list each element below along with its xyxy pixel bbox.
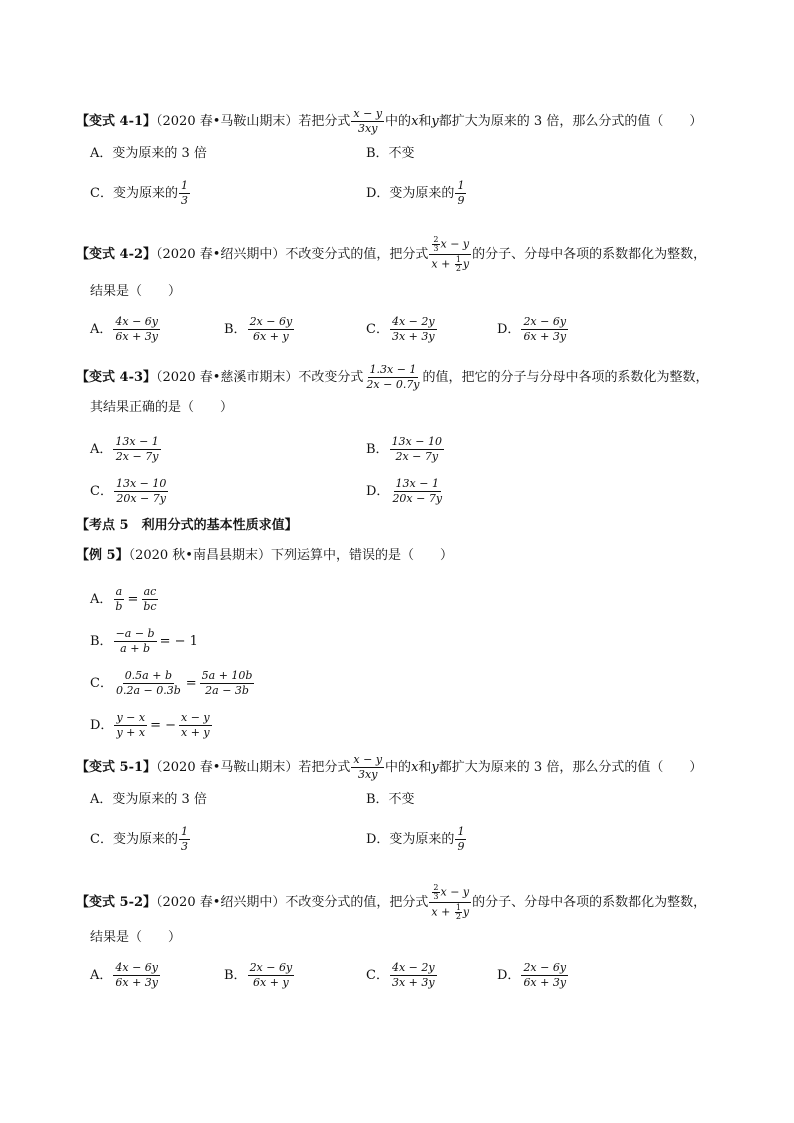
option-a: A． $\frac{a}{b}$ = $\frac{ac}{bc}$: [90, 585, 157, 613]
option-c: C． $\frac{13x - 10}{20x - 7y}$: [90, 477, 167, 505]
option-b: B．不变: [366, 792, 415, 807]
fraction: $\frac{5a + 10b}{2a - 3b}$: [201, 669, 253, 697]
fraction: $\frac{2}{3}$ x − y x + $\frac{1}{2}$ y: [431, 883, 470, 921]
option-a: A． $\frac{4x - 6y}{6x + 3y}$: [90, 315, 159, 343]
fraction: $\frac{4x - 2y}{3x + 3y}$: [391, 961, 435, 989]
fraction: $\frac{13x - 1}{20x - 7y}$: [392, 477, 443, 505]
fraction: $\frac{4x - 6y}{6x + 3y}$: [115, 961, 159, 989]
option-d: D． $\frac{2x - 6y}{6x + 3y}$: [497, 315, 567, 343]
fraction: $\frac{y - x}{y + x}$: [116, 711, 146, 739]
option-a: A．变为原来的 3 倍: [90, 146, 207, 161]
fraction: $\frac{13x - 10}{20x - 7y}$: [115, 477, 167, 505]
fraction: $\frac{2x - 6y}{6x + y}$: [249, 961, 293, 989]
fraction: $\frac{13x - 1}{2x - 7y}$: [115, 435, 159, 463]
option-c: C． $\frac{0.5a + b}{0.2a - 0.3b}$ = $\frac{5a + 10b}{2a - 3b}$: [90, 669, 253, 697]
fraction: $\frac{2x - 6y}{6x + y}$: [249, 315, 293, 343]
option-b: B． $\frac{2x - 6y}{6x + y}$: [224, 315, 293, 343]
fraction: $\frac{4x - 2y}{3x + 3y}$: [391, 315, 435, 343]
question-tag: 【变式 4-1】: [76, 114, 157, 129]
option-d: D．变为原来的 $\frac{1}{9}$: [366, 179, 465, 207]
option-a: A． $\frac{13x - 1}{2x - 7y}$: [90, 435, 159, 463]
question-4-1: 【变式 4-1】（2020 春•马鞍山期末）若把分式 $\frac{x - y}{3xy}$ 中的x和y都扩大为原来的 3 倍，那么分式的值（ ）: [76, 107, 703, 135]
fraction: $\frac{1}{3}$: [180, 179, 188, 207]
question-source: （2020 春•马鞍山期末）若把分式: [156, 114, 351, 129]
option-c: C．变为原来的 $\frac{1}{3}$: [90, 179, 188, 207]
option-b: B． $\frac{2x - 6y}{6x + y}$: [224, 961, 293, 989]
fraction: $\frac{0.5a + b}{0.2a - 0.3b}$: [115, 669, 181, 697]
fraction: $\frac{-a - b}{a + b}$: [115, 627, 155, 655]
fraction: $\frac{1}{9}$: [457, 825, 465, 853]
option-d: D． $\frac{2x - 6y}{6x + 3y}$: [497, 961, 567, 989]
option-a: A． $\frac{4x - 6y}{6x + 3y}$: [90, 961, 159, 989]
question-5-2: 【变式 5-2】（2020 春•绍兴期中）不改变分式的值，把分式 $\frac{2}{3}$ x − y x + $\frac{1}{2}$ y 的分子、分母中各项的系数都化为整数，: [76, 883, 707, 921]
question-5-1: 【变式 5-1】（2020 春•马鞍山期末）若把分式 $\frac{x - y}{3xy}$ 中的x和y都扩大为原来的 3 倍，那么分式的值（ ）: [76, 753, 703, 781]
option-d: D．变为原来的 $\frac{1}{9}$: [366, 825, 465, 853]
option-c: C．变为原来的 $\frac{1}{3}$: [90, 825, 188, 853]
option-b: B． $\frac{13x - 10}{2x - 7y}$: [366, 435, 442, 463]
option-b: B． $\frac{-a - b}{a + b}$ = − 1: [90, 627, 198, 655]
question-line2: 其结果正确的是（ ）: [90, 400, 234, 415]
option-a: A．变为原来的 3 倍: [90, 792, 207, 807]
fraction: $\frac{x - y}{3xy}$: [353, 753, 383, 781]
fraction: $\frac{2x - 6y}{6x + 3y}$: [523, 961, 567, 989]
fraction: $\frac{2x - 6y}{6x + 3y}$: [523, 315, 567, 343]
fraction: $\frac{1}{3}$: [180, 825, 188, 853]
option-b: B．不变: [366, 146, 415, 161]
question-4-3: 【变式 4-3】（2020 春•慈溪市期末）不改变分式 $\frac{1.3x - 1}{2x - 0.7y}$ 的值，把它的分子与分母中各项的系数化为整数，: [76, 363, 709, 391]
fraction: $\frac{ac}{bc}$: [143, 585, 157, 613]
fraction: $\frac{x - y}{3xy}$: [353, 107, 383, 135]
fraction: $\frac{13x - 10}{2x - 7y}$: [391, 435, 442, 463]
option-c: C． $\frac{4x - 2y}{3x + 3y}$: [366, 961, 435, 989]
option-c: C． $\frac{4x - 2y}{3x + 3y}$: [366, 315, 435, 343]
fraction: $\frac{x - y}{x + y}$: [181, 711, 210, 739]
fraction: $\frac{2}{3}$ x − y x + $\frac{1}{2}$ y: [431, 235, 470, 273]
fraction: $\frac{1.3x - 1}{2x - 0.7y}$: [366, 363, 420, 391]
question-4-2: 【变式 4-2】（2020 春•绍兴期中）不改变分式的值，把分式 $\frac{2}{3}$ x − y x + $\frac{1}{2}$ y 的分子、分母中各项的系数都化为整数，: [76, 235, 707, 273]
section-heading: 【考点 5 利用分式的基本性质求值】: [76, 518, 298, 533]
option-d: D． $\frac{13x - 1}{20x - 7y}$: [366, 477, 443, 505]
example-5: 【例 5】（2020 秋•南昌县期末）下列运算中，错误的是（ ）: [76, 548, 453, 563]
option-d: D． $\frac{y - x}{y + x}$ = − $\frac{x - y}{x + y}$: [90, 711, 210, 739]
fraction: $\frac{a}{b}$: [115, 585, 123, 613]
question-line2: 结果是（ ）: [90, 284, 182, 299]
fraction: $\frac{1}{9}$: [457, 179, 465, 207]
question-line2: 结果是（ ）: [90, 930, 182, 945]
fraction: $\frac{4x - 6y}{6x + 3y}$: [115, 315, 159, 343]
